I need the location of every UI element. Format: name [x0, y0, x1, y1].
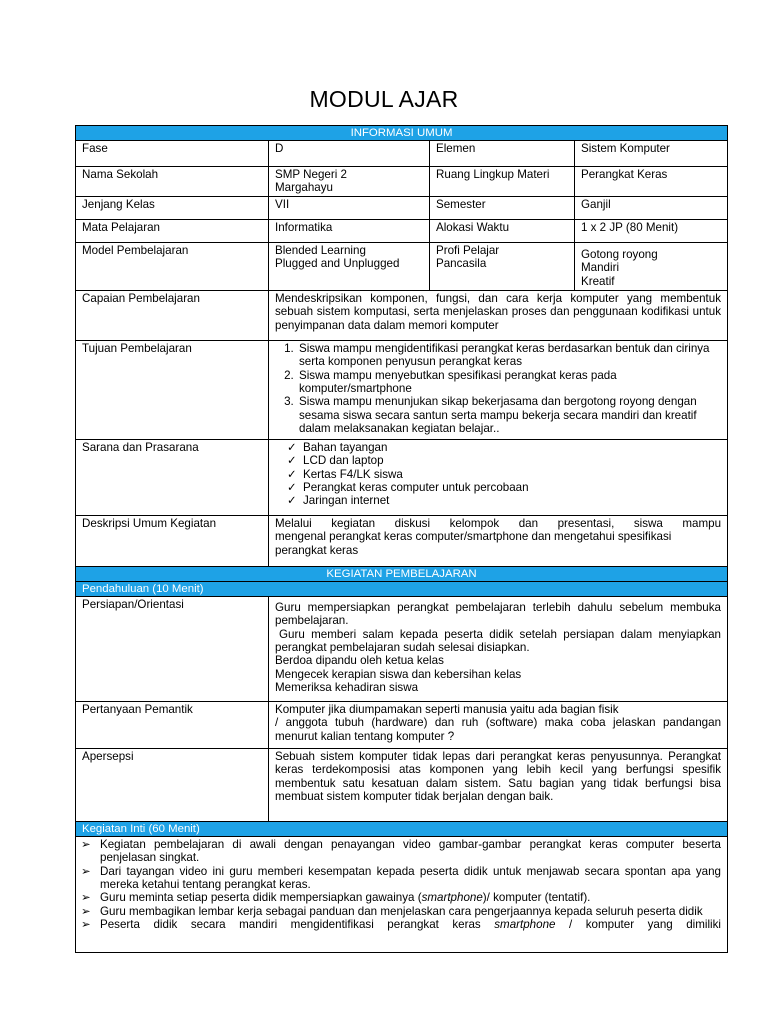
value-fase: D: [269, 141, 430, 167]
label-jenjang-kelas: Jenjang Kelas: [76, 196, 269, 219]
value-profil-pelajar: [575, 242, 728, 290]
arrow-bullet-icon: ➢: [81, 918, 91, 932]
value-pertanyaan-pemantik: [269, 701, 728, 748]
inti-text: / komputer yang dimiliki: [555, 918, 722, 932]
profil-item: Mandiri: [581, 261, 620, 275]
inti-text: )/ komputer (tentatif).: [482, 891, 591, 905]
persiapan-line: Guru mempersiapkan perangkat pembelajaran terlebih dahulu sebelum membuka pembelajaran.: [275, 600, 722, 628]
inti-item: [78, 891, 721, 904]
value-nama-sekolah: [269, 167, 430, 197]
arrow-bullet-icon: ➢: [81, 891, 91, 905]
inti-text-italic: smartphone: [421, 891, 483, 905]
value-alokasi-waktu: 1 x 2 JP (80 Menit): [575, 219, 728, 242]
tujuan-item: 3. Siswa mampu menunjukan sikap bekerjasama dan bergotong royong dengan sesama siswa secara santun serta mampu bekerja secara mandiri dan kreatif dalam melaksanakan kegiatan belajar..: [297, 395, 721, 435]
tujuan-item: 2. Siswa mampu menyebutkan spesifikasi perangkat keras pada komputer/smartphone: [297, 369, 721, 396]
sarana-list: [275, 441, 721, 508]
section-header-kegiatan: KEGIATAN PEMBELAJARAN: [76, 566, 728, 581]
sarana-item: ✓ Perangkat keras computer untuk percobaan: [287, 481, 721, 494]
label-persiapan-orientasi: Persiapan/Orientasi: [76, 596, 269, 701]
inti-text-italic: smartphone: [494, 918, 556, 932]
inti-item: [78, 905, 721, 918]
value-model-line-1: Blended Learning: [275, 243, 366, 257]
arrow-bullet-icon: ➢: [81, 864, 91, 878]
document-title: MODUL AJAR: [309, 86, 459, 112]
label-pertanyaan-pemantik: Pertanyaan Pemantik: [76, 701, 269, 748]
label-deskripsi-kegiatan: Deskripsi Umum Kegiatan: [76, 515, 269, 566]
persiapan-line: Berdoa dipandu oleh ketua kelas: [275, 654, 444, 668]
label-capaian-pembelajaran: Capaian Pembelajaran: [76, 290, 269, 340]
label-elemen: Elemen: [430, 141, 575, 167]
inti-item: [78, 865, 721, 892]
profil-item: Kreatif: [581, 274, 615, 288]
value-jenjang-kelas: VII: [269, 196, 430, 219]
label-nama-sekolah: Nama Sekolah: [76, 167, 269, 197]
sarana-item: ✓ Bahan tayangan: [287, 441, 721, 454]
sarana-item: ✓ LCD dan laptop: [287, 454, 721, 467]
value-nama-sekolah-line-2: Margahayu: [275, 181, 334, 195]
value-elemen: Sistem Komputer: [575, 141, 728, 167]
persiapan-line: Memeriksa kehadiran siswa: [275, 681, 419, 695]
sarana-item: ✓ Jaringan internet: [287, 494, 721, 507]
deskripsi-line-1: Melalui kegiatan diskusi kelompok dan presentasi, siswa mampu: [275, 516, 722, 530]
label-mata-pelajaran: Mata Pelajaran: [76, 219, 269, 242]
inti-text: Peserta didik secara mandiri mengidentifikasi perangkat keras: [100, 918, 495, 932]
inti-item: [78, 918, 721, 931]
persiapan-line: Mengecek kerapian siswa dan kebersihan kelas: [275, 667, 522, 681]
section-header-informasi-umum: INFORMASI UMUM: [76, 126, 728, 141]
pemantik-line-1: Komputer jika diumpamakan seperti manusia yaitu ada bagian fisik: [275, 702, 619, 716]
arrow-bullet-icon: ➢: [81, 904, 91, 918]
persiapan-line: Guru memberi salam kepada peserta didik setelah persiapan dalam menyiapkan perangkat pembelajaran sudah selesai disiapkan.: [275, 627, 722, 655]
value-model-line-2: Plugged and Unplugged: [275, 257, 400, 271]
profil-item: Gotong royong: [581, 247, 658, 261]
inti-text: Guru membagikan lembar kerja sebagai panduan dan menjelaskan cara pengerjaannya kepada seluruh peserta didik: [100, 904, 703, 918]
inti-text: Guru meminta setiap peserta didik mempersiapkan gawainya (: [100, 891, 422, 905]
label-alokasi-waktu: Alokasi Waktu: [430, 219, 575, 242]
value-deskripsi-kegiatan: [269, 515, 728, 566]
label-ruang-lingkup: Ruang Lingkup Materi: [430, 167, 575, 197]
value-capaian-pembelajaran: Mendeskripsikan komponen, fungsi, dan cara kerja komputer yang membentuk sebuah sistem komputasi, serta menjelaskan proses dan penggunaan kodifikasi untuk penyimpanan data dalam memori komputer: [269, 290, 728, 340]
value-mata-pelajaran: Informatika: [269, 219, 430, 242]
label-semester: Semester: [430, 196, 575, 219]
label-model-pembelajaran: Model Pembelajaran: [76, 242, 269, 290]
label-profil-pelajar: [430, 242, 575, 290]
inti-text: Dari tayangan video ini guru memberi kesempatan kepada peserta didik untuk menjawab secara spontan apa yang mereka ketahui tentang perangkat keras.: [100, 864, 722, 892]
value-ruang-lingkup: Perangkat Keras: [575, 167, 728, 197]
label-fase: Fase: [76, 141, 269, 167]
tujuan-item: 1. Siswa mampu mengidentifikasi perangkat keras berdasarkan bentuk dan cirinya serta komponen penyusun perangkat keras: [297, 342, 721, 369]
modul-table: [75, 125, 728, 953]
tujuan-list: [275, 342, 721, 436]
value-kegiatan-inti: [76, 836, 728, 952]
pemantik-line-2: / anggota tubuh (hardware) dan ruh (software) maka coba jelaskan pandangan menurut kalian tentang komputer ?: [275, 716, 722, 743]
deskripsi-line-2: mengenal perangkat keras computer/smartphone dan mengetahui spesifikasi perangkat keras: [275, 530, 672, 557]
label-profil-line-1: Profi Pelajar: [436, 243, 500, 257]
label-apersepsi: Apersepsi: [76, 748, 269, 821]
sarana-item: ✓ Kertas F4/LK siswa: [287, 468, 721, 481]
value-tujuan-pembelajaran: [269, 340, 728, 439]
value-model-pembelajaran: [269, 242, 430, 290]
value-persiapan-orientasi: [269, 596, 728, 701]
value-sarana-prasarana: [269, 439, 728, 515]
label-profil-line-2: Pancasila: [436, 257, 487, 271]
inti-list: [78, 838, 721, 932]
label-tujuan-pembelajaran: Tujuan Pembelajaran: [76, 340, 269, 439]
section-header-kegiatan-inti: Kegiatan Inti (60 Menit): [76, 821, 728, 836]
arrow-bullet-icon: ➢: [81, 837, 91, 851]
inti-text: Kegiatan pembelajaran di awali dengan penayangan video gambar-gambar perangkat keras computer beserta penjelasan singkat.: [100, 837, 722, 865]
label-sarana-prasarana: Sarana dan Prasarana: [76, 439, 269, 515]
value-semester: Ganjil: [575, 196, 728, 219]
section-header-pendahuluan: Pendahuluan (10 Menit): [76, 581, 728, 596]
value-nama-sekolah-line-1: SMP Negeri 2: [275, 168, 347, 181]
value-apersepsi: Sebuah sistem komputer tidak lepas dari perangkat keras penyusunnya. Perangkat keras terdekomposisi atas komponen yang lebih kecil yang berfungsi spesifik membentuk satu kesatuan dalam sistem. Satu bagian yang tidak berfungsi bisa membuat sistem komputer tidak berjalan dengan baik.: [269, 748, 728, 821]
inti-item: [78, 838, 721, 865]
